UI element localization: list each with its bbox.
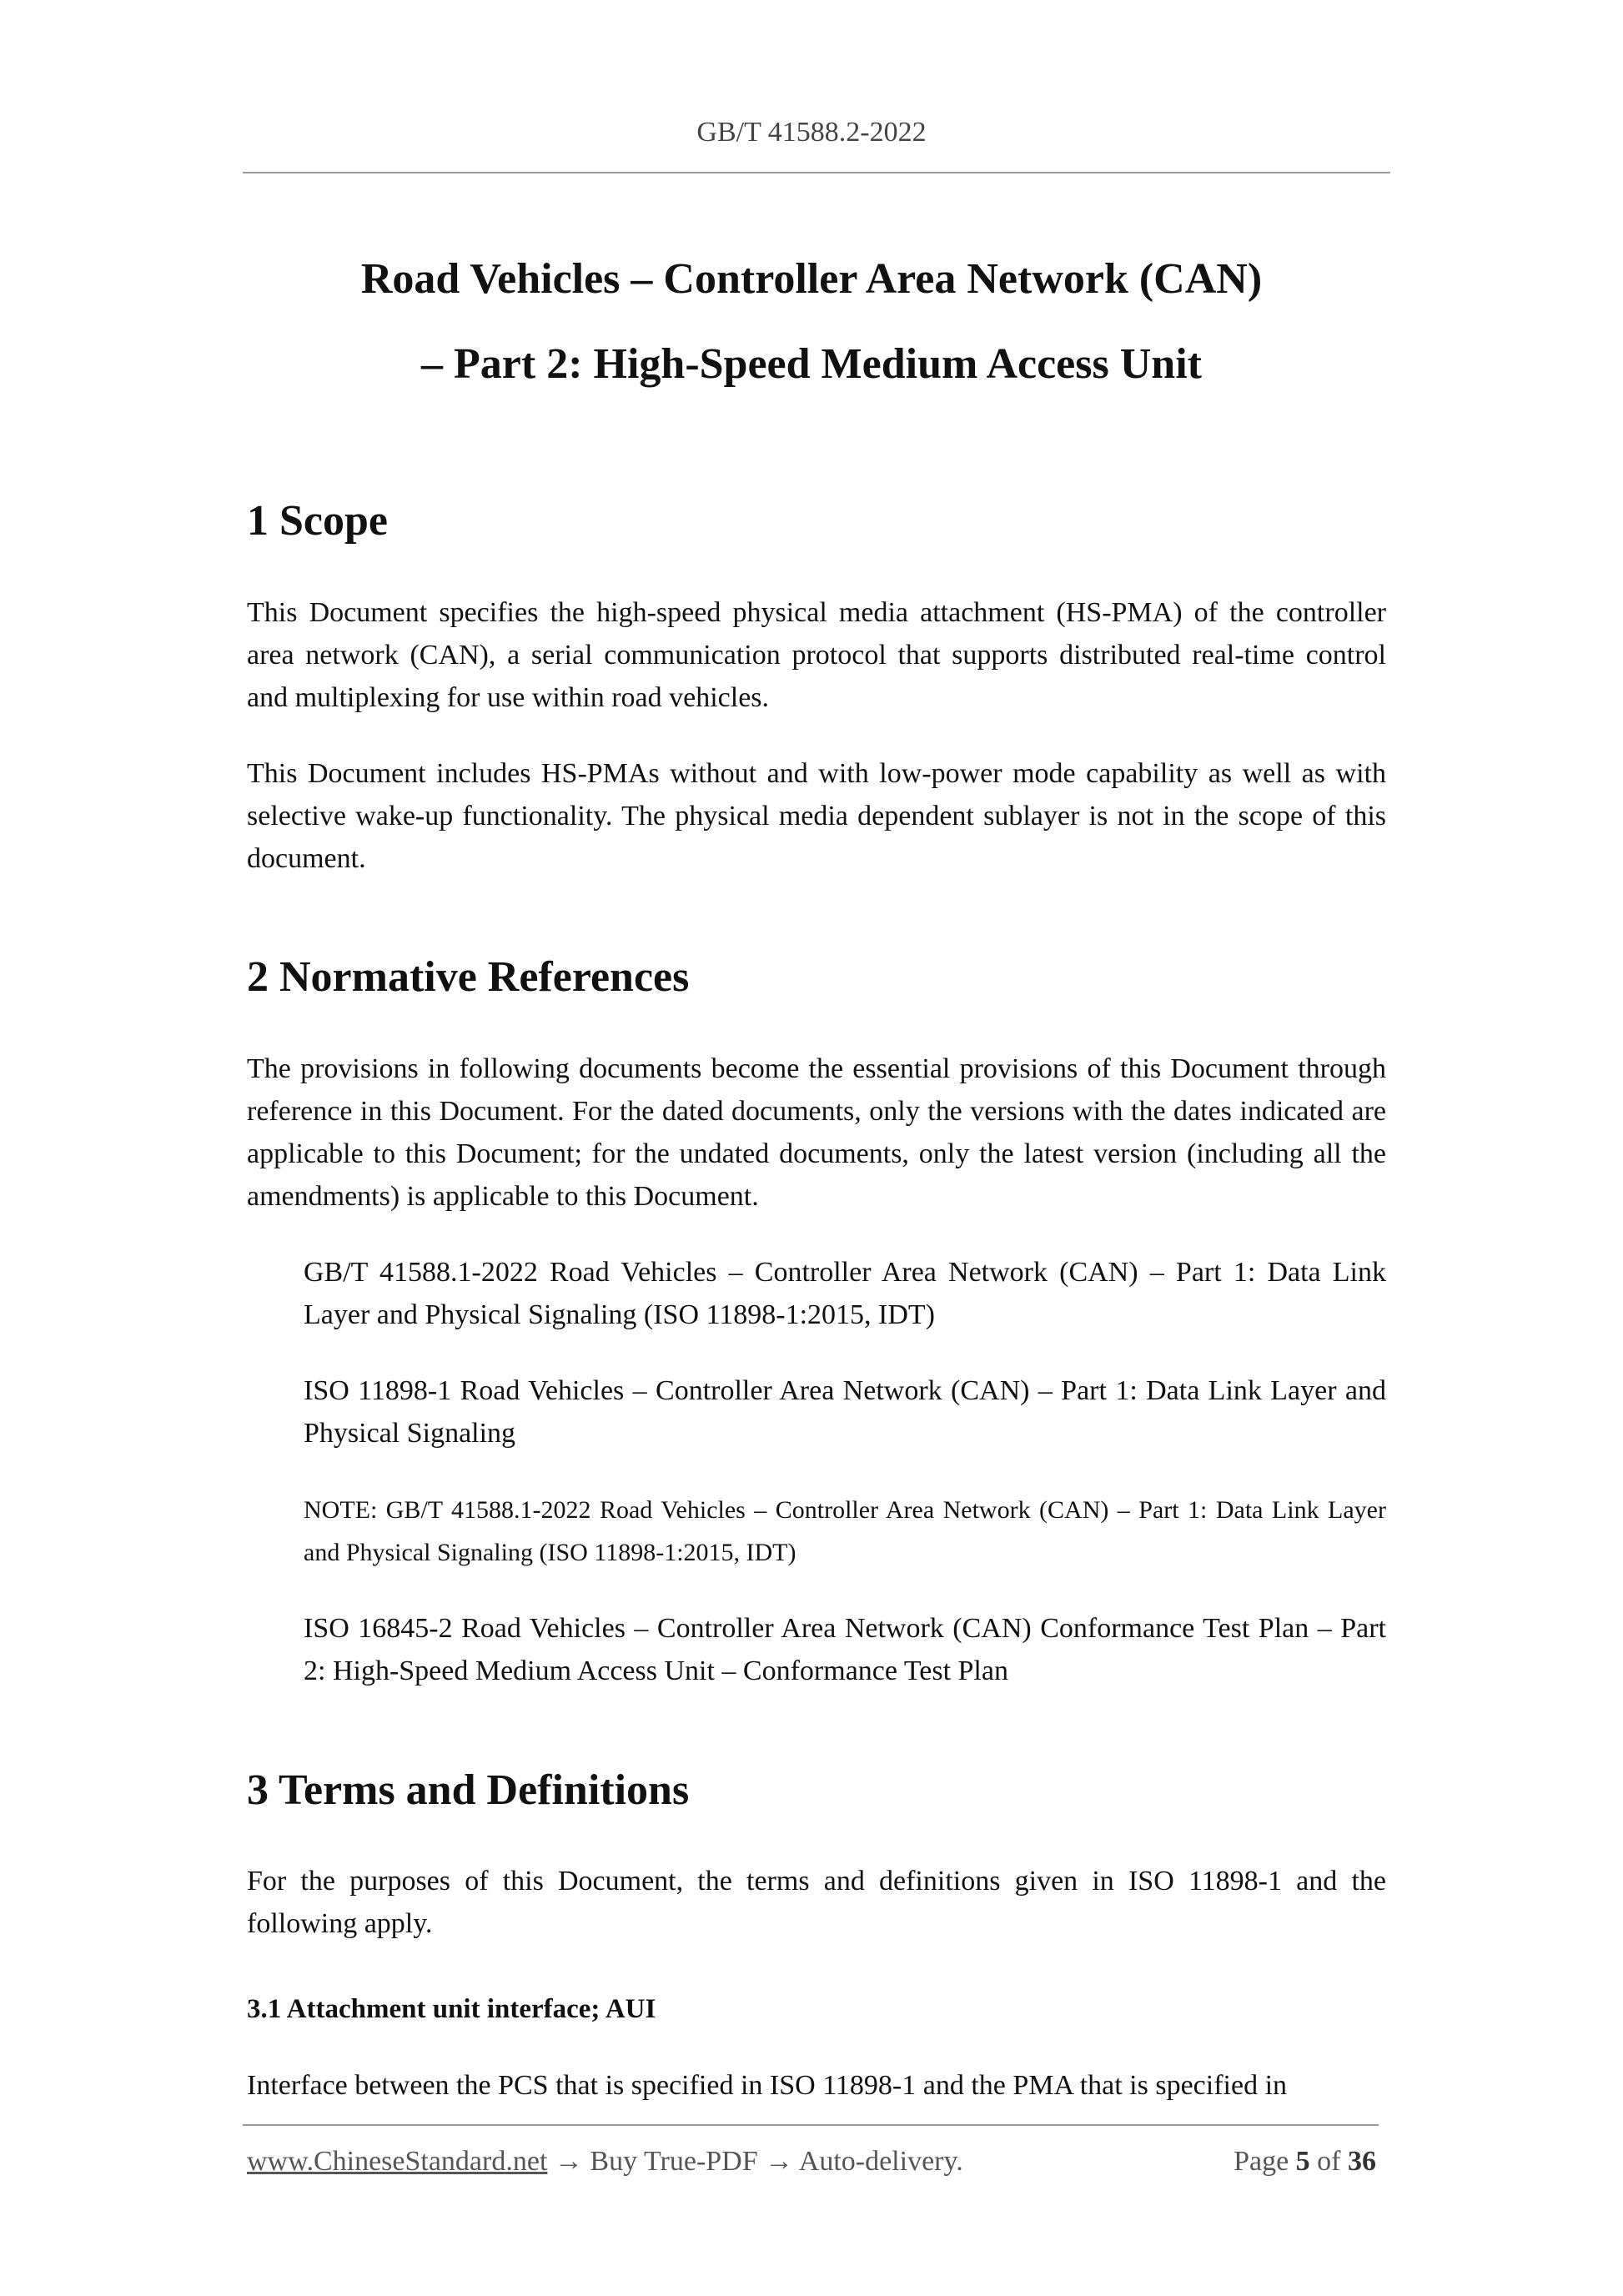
header-divider [243,172,1390,173]
footer-promo [247,2146,963,2178]
page-current: 5 [1295,2146,1310,2177]
chinesestandard-link[interactable]: www.ChineseStandard.net [247,2146,548,2177]
reference-note: NOTE: GB/T 41588.1-2022 Road Vehicles – Controller Area Network (CAN) – Part 1: Data Link Layer and Physical Signaling (ISO 11898-1:2015, IDT) [304,1496,1386,1566]
term-heading-aui: 3.1 Attachment unit interface; AUI [247,1994,656,2024]
arrow-right-icon: → [765,2146,794,2177]
reference-item-iso-16845-2: ISO 16845-2 Road Vehicles – Controller Area Network (CAN) Conformance Test Plan – Part 2: High-Speed Medium Access Unit – Conformance Test Plan [304,1613,1386,1686]
document-title-line-1: Road Vehicles – Controller Area Network (CAN) [360,255,1263,303]
scope-paragraph-1: This Document specifies the high-speed physical media attachment (HS-PMA) of the controller area network (CAN), a serial communication protocol that supports distributed real-time control and multiplexing for use within road vehicles. [247,597,1386,713]
header-standard-number: GB/T 41588.2-2022 [696,117,927,148]
section-heading-normative-references: 2 Normative References [247,953,690,1001]
document-title-line-2: – Part 2: High-Speed Medium Access Unit [421,340,1202,388]
page-label: Page [1234,2146,1289,2177]
page-of-label: of [1317,2146,1341,2177]
footer-buy-text: Buy True-PDF [590,2146,758,2177]
section-heading-scope: 1 Scope [247,497,388,545]
footer-delivery-text: Auto-delivery. [798,2146,963,2177]
terms-intro: For the purposes of this Document, the terms and definitions given in ISO 11898-1 and the following apply. [247,1866,1386,1939]
page-total: 36 [1348,2146,1376,2177]
section-heading-terms-definitions: 3 Terms and Definitions [247,1766,690,1814]
page-number [1234,2146,1376,2178]
arrow-right-icon: → [554,2146,583,2177]
document-title [0,237,1623,407]
scope-paragraph-2: This Document includes HS-PMAs without and with low-power mode capability as well as with selective wake-up functionality. The physical media dependent sublayer is not in the scope of this document. [247,758,1386,874]
page-footer [247,2146,1381,2188]
reference-item-iso-11898-1: ISO 11898-1 Road Vehicles – Controller Area Network (CAN) – Part 1: Data Link Layer and Physical Signaling [304,1375,1386,1449]
normative-references-intro: The provisions in following documents become the essential provisions of this Document through reference in this Document. For the dated documents, only the versions with the dates indicated are applicable to this Document; for the undated documents, only the latest version (including all the amendments) is applicable to this Document. [247,1053,1386,1212]
footer-divider [243,2124,1379,2126]
reference-item-gbt-41588-1: GB/T 41588.1-2022 Road Vehicles – Controller Area Network (CAN) – Part 1: Data Link Layer and Physical Signaling (ISO 11898-1:2015, IDT) [304,1257,1386,1330]
term-definition-aui: Interface between the PCS that is specified in ISO 11898-1 and the PMA that is specified in [247,2070,1288,2101]
